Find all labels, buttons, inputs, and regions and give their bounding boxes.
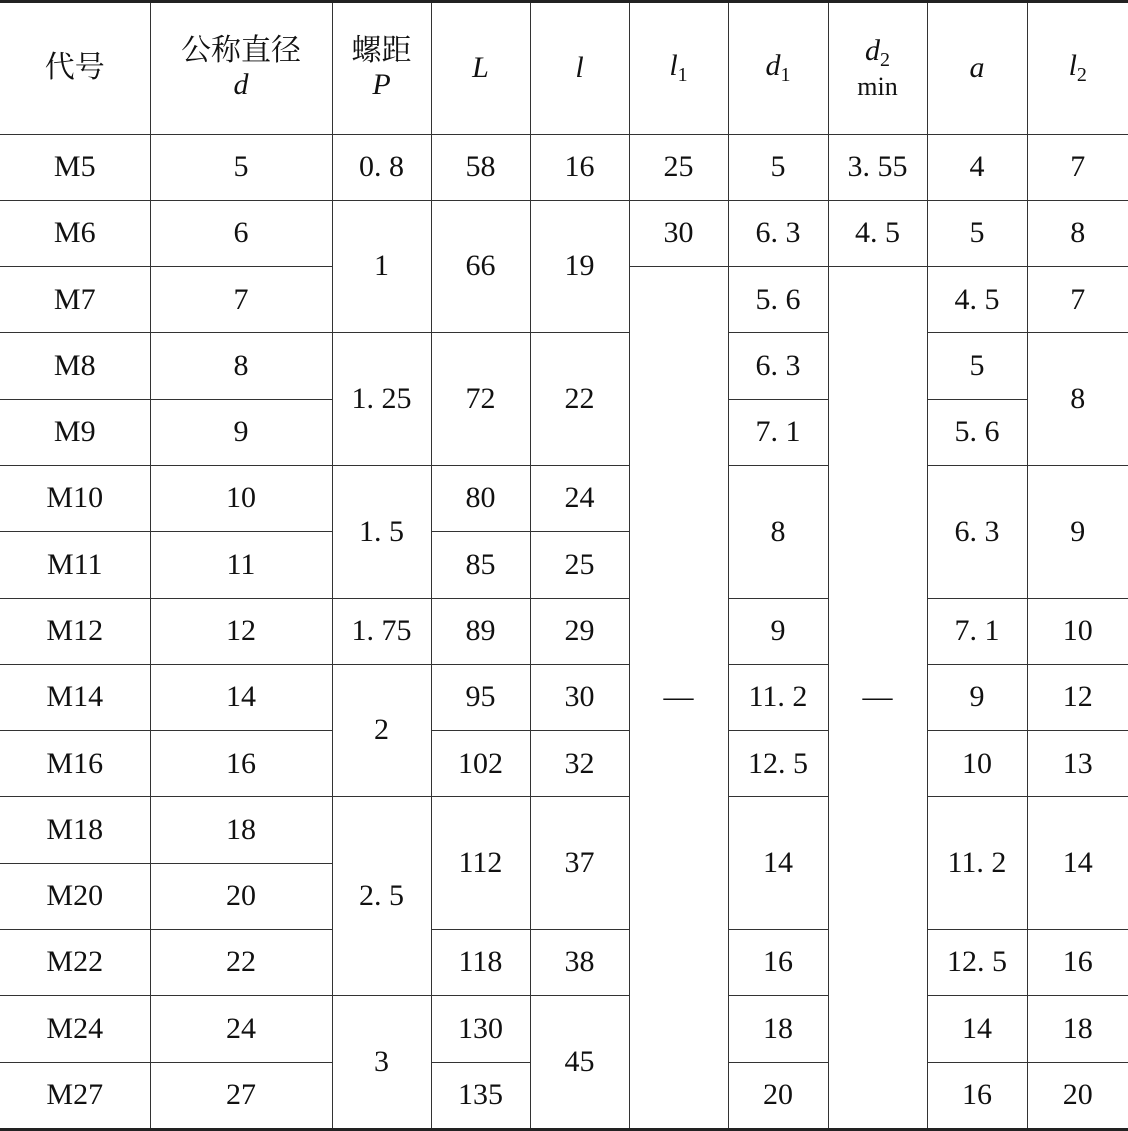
cell-l: 32 (530, 731, 629, 797)
cell-l: 19 (530, 200, 629, 333)
cell-L: 58 (431, 134, 530, 200)
cell-L: 102 (431, 731, 530, 797)
cell-l: 45 (530, 996, 629, 1130)
cell-a: 16 (927, 1062, 1027, 1129)
table-row (0, 664, 1128, 730)
cell-code: M7 (0, 267, 150, 333)
cell-d: 11 (150, 532, 332, 598)
header-d2-min: min (857, 72, 898, 102)
cell-d1: 11. 2 (728, 664, 828, 730)
table-row (0, 797, 1128, 863)
cell-l2: 8 (1027, 333, 1128, 466)
cell-l2: 10 (1027, 598, 1128, 664)
header-d1: $d_1$ (728, 2, 828, 135)
cell-d1: 8 (728, 465, 828, 598)
cell-a: 5. 6 (927, 399, 1027, 465)
header-l2: $l_2$ (1027, 2, 1128, 135)
cell-d: 24 (150, 996, 332, 1062)
cell-L: 135 (431, 1062, 530, 1129)
cell-P: 1. 75 (332, 598, 431, 664)
cell-d1: 7. 1 (728, 399, 828, 465)
cell-L: 130 (431, 996, 530, 1062)
table-row (0, 134, 1128, 200)
cell-l2: 8 (1027, 200, 1128, 266)
cell-d1: 6. 3 (728, 333, 828, 399)
cell-d: 16 (150, 731, 332, 797)
cell-code: M16 (0, 731, 150, 797)
cell-d1: 16 (728, 929, 828, 995)
cell-d: 6 (150, 200, 332, 266)
cell-l1: 30 (629, 200, 728, 266)
cell-l: 29 (530, 598, 629, 664)
cell-a: 4. 5 (927, 267, 1027, 333)
table-row (0, 929, 1128, 995)
cell-d: 12 (150, 598, 332, 664)
cell-l: 38 (530, 929, 629, 995)
cell-d1: 14 (728, 797, 828, 930)
cell-d: 27 (150, 1062, 332, 1129)
table-row (0, 333, 1128, 399)
header-L: L (431, 2, 530, 135)
cell-l2: 7 (1027, 134, 1128, 200)
cell-l1: 25 (629, 134, 728, 200)
cell-a: 9 (927, 664, 1027, 730)
cell-l: 16 (530, 134, 629, 200)
cell-d2: 4. 5 (828, 200, 927, 266)
cell-a: 5 (927, 200, 1027, 266)
table-row (0, 200, 1128, 266)
cell-d2: 3. 55 (828, 134, 927, 200)
cell-P: 2. 5 (332, 797, 431, 996)
cell-L: 66 (431, 200, 530, 333)
header-l: l (530, 2, 629, 135)
cell-P: 1. 25 (332, 333, 431, 466)
cell-l2: 13 (1027, 731, 1128, 797)
cell-a: 6. 3 (927, 465, 1027, 598)
cell-P: 2 (332, 664, 431, 797)
header-nominal-diameter-label: 公称直径 (181, 33, 301, 67)
cell-a: 12. 5 (927, 929, 1027, 995)
cell-a: 4 (927, 134, 1027, 200)
header-d2: $d_2$ min (828, 2, 927, 135)
header-nominal-diameter-symbol: d (233, 68, 249, 102)
cell-a: 5 (927, 333, 1027, 399)
cell-L: 118 (431, 929, 530, 995)
cell-L: 95 (431, 664, 530, 730)
cell-code: M6 (0, 200, 150, 266)
cell-d: 9 (150, 399, 332, 465)
cell-d1: 6. 3 (728, 200, 828, 266)
cell-d: 8 (150, 333, 332, 399)
header-a: a (927, 2, 1027, 135)
cell-d1: 12. 5 (728, 731, 828, 797)
cell-code: M27 (0, 1062, 150, 1129)
header-l1: $l_1$ (629, 2, 728, 135)
header-pitch-symbol: P (372, 68, 391, 102)
table-row (0, 996, 1128, 1062)
cell-l2: 16 (1027, 929, 1128, 995)
cell-code: M20 (0, 863, 150, 929)
header-row (0, 2, 1128, 135)
cell-a: 14 (927, 996, 1027, 1062)
cell-code: M11 (0, 532, 150, 598)
cell-code: M18 (0, 797, 150, 863)
cell-l2: 18 (1027, 996, 1128, 1062)
cell-l: 25 (530, 532, 629, 598)
cell-code: M5 (0, 134, 150, 200)
cell-d1: 9 (728, 598, 828, 664)
cell-l: 37 (530, 797, 629, 930)
cell-code: M10 (0, 465, 150, 531)
header-nominal-diameter (150, 2, 332, 135)
cell-d1: 5. 6 (728, 267, 828, 333)
cell-P: 0. 8 (332, 134, 431, 200)
cell-d: 20 (150, 863, 332, 929)
cell-P: 3 (332, 996, 431, 1130)
header-code: 代号 (0, 2, 150, 135)
header-pitch-label: 螺距 (351, 33, 412, 67)
table-row (0, 465, 1128, 531)
cell-d: 22 (150, 929, 332, 995)
cell-d: 10 (150, 465, 332, 531)
cell-l2: 9 (1027, 465, 1128, 598)
cell-P: 1. 5 (332, 465, 431, 598)
cell-a: 7. 1 (927, 598, 1027, 664)
cell-d1: 5 (728, 134, 828, 200)
cell-l2: 20 (1027, 1062, 1128, 1129)
cell-L: 72 (431, 333, 530, 466)
table-row (0, 598, 1128, 664)
cell-d2: — (828, 267, 927, 1130)
cell-l: 22 (530, 333, 629, 466)
cell-L: 112 (431, 797, 530, 930)
cell-L: 89 (431, 598, 530, 664)
cell-d: 7 (150, 267, 332, 333)
cell-d1: 18 (728, 996, 828, 1062)
cell-L: 80 (431, 465, 530, 531)
cell-code: M9 (0, 399, 150, 465)
cell-d: 5 (150, 134, 332, 200)
cell-l2: 7 (1027, 267, 1128, 333)
cell-code: M24 (0, 996, 150, 1062)
cell-code: M12 (0, 598, 150, 664)
cell-a: 11. 2 (927, 797, 1027, 930)
cell-d: 14 (150, 664, 332, 730)
header-pitch (332, 2, 431, 135)
cell-code: M14 (0, 664, 150, 730)
cell-d: 18 (150, 797, 332, 863)
cell-d1: 20 (728, 1062, 828, 1129)
table-row (0, 731, 1128, 797)
cell-l1: — (629, 267, 728, 1130)
cell-code: M8 (0, 333, 150, 399)
cell-l2: 14 (1027, 797, 1128, 930)
cell-l2: 12 (1027, 664, 1128, 730)
cell-P: 1 (332, 200, 431, 333)
cell-code: M22 (0, 929, 150, 995)
cell-l: 30 (530, 664, 629, 730)
cell-a: 10 (927, 731, 1027, 797)
cell-L: 85 (431, 532, 530, 598)
cell-l: 24 (530, 465, 629, 531)
